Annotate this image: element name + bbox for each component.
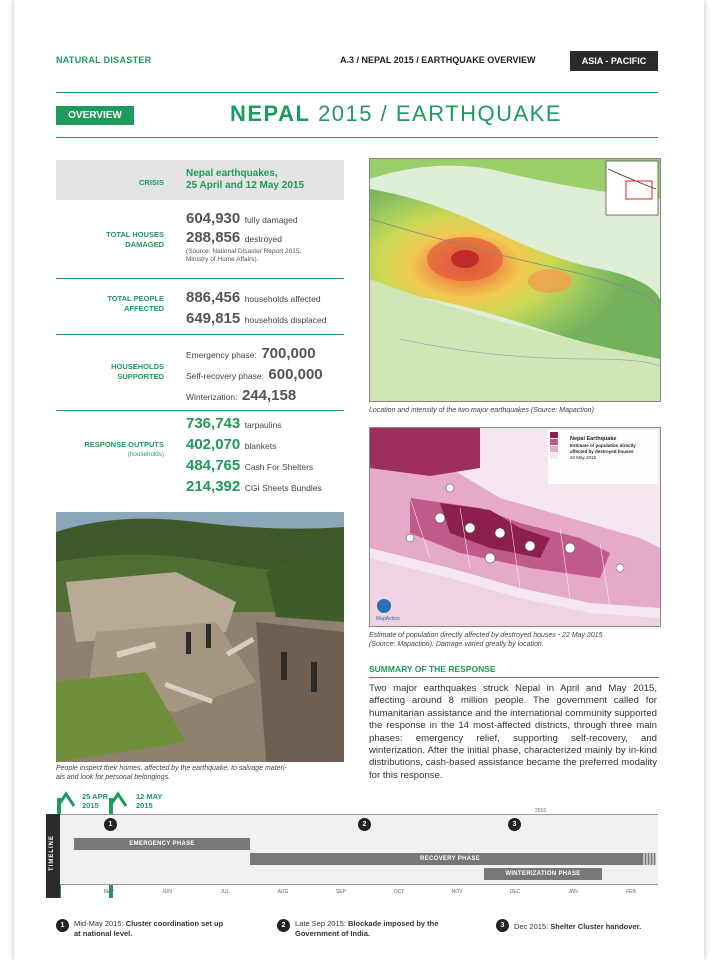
photo-graphic: [56, 512, 344, 762]
photo-caption: People inspect their homes, affected by the earthquake, to salvage materi- als and look for personal belongings.: [56, 765, 287, 781]
houses-destroyed-text: destroyed: [244, 234, 283, 244]
emergency-phase-count: 700,000: [261, 345, 316, 362]
earthquake-intensity-map: [369, 158, 661, 402]
tarpaulins-count: 736,743: [186, 415, 241, 432]
crisis-value: [186, 168, 304, 192]
note-1: Mid-May 2015: Cluster coordination set up at national level.: [74, 919, 224, 938]
divider: [56, 334, 344, 335]
houses-value: [186, 210, 346, 264]
intensity-map-graphic: [370, 159, 660, 401]
month-tick: NOV: [451, 889, 463, 895]
population-affected-map: [369, 427, 661, 627]
tarpaulins-text: tarpaulins: [244, 420, 282, 430]
people-displaced-count: 649,815: [186, 310, 241, 327]
recovery-continues-hatch: [642, 853, 656, 865]
note-2: Late Sep 2015: Blockade imposed by the Government of India.: [295, 919, 439, 938]
month-tick: FEB: [626, 889, 636, 895]
month-tick: JUL: [220, 889, 230, 895]
page-title: [230, 101, 562, 127]
report-page: [14, 0, 704, 960]
people-row: [56, 288, 344, 328]
mapaction-logo: MapAction: [376, 616, 400, 622]
people-affected-text: households affected: [244, 294, 321, 304]
event1-date: 25 APR 2015: [82, 792, 108, 810]
outputs-value: [186, 414, 346, 498]
timeline: [14, 780, 704, 938]
self-recovery-text: Self-recovery phase:: [186, 371, 264, 381]
note-2-marker: 2: [277, 919, 290, 932]
marker-3: 3: [508, 818, 521, 831]
households-row: [56, 344, 344, 404]
winterization-text: Winterization:: [186, 392, 238, 402]
region-badge: ASIA - PACIFIC: [570, 51, 658, 71]
houses-fully-damaged-count: 604,930: [186, 210, 241, 227]
divider: [56, 278, 344, 279]
month-tick: JUN: [162, 889, 172, 895]
month-tick: AUG: [277, 889, 289, 895]
title-rule: [56, 137, 658, 138]
earthquake-damage-photo: [56, 512, 344, 762]
summary-text: Two major earthquakes struck Nepal in April and May 2015, affecting around 8 million people. The government called for humanitarian assistance and the international community supported the response in the 14 most-affected districts, through three main phases: emergency relief, supporting self-recovery, and winterization. After the initial phase, characterized mainly by in-kind distributions, cash-based assistance became the preferred modality for this response.: [369, 683, 657, 781]
map2-caption: Estimate of population directly affected by destroyed houses - 22 May 2015 (Source: Mapaction). Damage varied greatly by location.: [369, 632, 603, 648]
overview-badge: OVERVIEW: [56, 106, 134, 125]
header-rule: [56, 92, 658, 93]
people-value: [186, 288, 346, 330]
year-label: 2016: [535, 808, 547, 814]
crisis-line-2: 25 April and 12 May 2015: [186, 180, 305, 191]
winterization-phase-bar: WINTERIZATION PHASE: [484, 868, 602, 880]
cgi-count: 214,392: [186, 478, 241, 495]
emergency-phase-text: Emergency phase:: [186, 350, 257, 360]
note-3-marker: 3: [496, 919, 509, 932]
cash-count: 484,765: [186, 457, 241, 474]
emergency-phase-bar: EMERGENCY PHASE: [74, 838, 250, 850]
map2-title-1: Nepal Earthquake: [570, 436, 617, 442]
people-displaced-text: households displaced: [244, 315, 327, 325]
marker-1: 1: [104, 818, 117, 831]
divider: [56, 410, 344, 411]
population-map-graphic: [370, 428, 660, 626]
crisis-row: [56, 160, 344, 200]
month-tick: OCT: [393, 889, 405, 895]
blankets-count: 402,070: [186, 436, 241, 453]
breadcrumb: A.3 / NEPAL 2015 / EARTHQUAKE OVERVIEW: [340, 55, 536, 65]
houses-source: (Source: National Disaster Report 2015, Ministry of Home Affairs).: [186, 248, 302, 263]
map2-title-3: affected by destroyed houses: [570, 449, 634, 454]
title-rest: 2015 / EARTHQUAKE: [318, 101, 563, 126]
month-tick: SEP: [335, 889, 346, 895]
households-label: HOUSEHOLDS SUPPORTED: [111, 362, 164, 381]
crisis-line-1: Nepal earthquakes,: [186, 168, 278, 179]
note-3: Dec 2015: Shelter Cluster handover.: [514, 922, 642, 931]
note-1-marker: 1: [56, 919, 69, 932]
outputs-label: RESPONSE OUTPUTS (households): [84, 440, 164, 458]
summary-title: SUMMARY OF THE RESPONSE: [369, 664, 496, 674]
marker-2: 2: [358, 818, 371, 831]
recovery-phase-bar: RECOVERY PHASE: [250, 853, 650, 865]
map2-title-2: Estimate of population directly: [570, 443, 636, 448]
cgi-text: CGI Sheets Bundles: [244, 483, 322, 493]
month-tick: MAY: [103, 889, 115, 895]
month-tick: JAN: [568, 889, 578, 895]
people-label: TOTAL PEOPLE AFFECTED: [107, 294, 164, 313]
crisis-label: CRISIS: [138, 178, 164, 187]
timeline-label: TIMELINE: [49, 835, 55, 871]
houses-row: [56, 210, 344, 275]
houses-label: TOTAL HOUSES DAMAGED: [106, 230, 164, 249]
cash-text: Cash For Shelters: [244, 462, 314, 472]
houses-destroyed-count: 288,856: [186, 229, 241, 246]
map2-title-4: 22 May 2015: [570, 455, 597, 460]
summary-rule: [369, 677, 659, 678]
map1-caption: Location and intensity of the two major earthquakes (Source: Mapaction): [369, 407, 594, 414]
timeline-top-line: [46, 814, 658, 815]
houses-fully-damaged-text: fully damaged: [244, 215, 298, 225]
event2-date: 12 MAY 2015: [136, 792, 163, 810]
timeline-bottom-line: [46, 884, 658, 885]
households-value: [186, 344, 346, 407]
month-tick: DEC: [509, 889, 521, 895]
outputs-row: [56, 414, 344, 494]
winterization-count: 244,158: [241, 387, 297, 404]
title-country: NEPAL: [230, 101, 311, 126]
blankets-text: blankets: [244, 441, 277, 451]
people-affected-count: 886,456: [186, 289, 241, 306]
section-label: NATURAL DISASTER: [56, 55, 152, 65]
self-recovery-count: 600,000: [268, 366, 323, 383]
